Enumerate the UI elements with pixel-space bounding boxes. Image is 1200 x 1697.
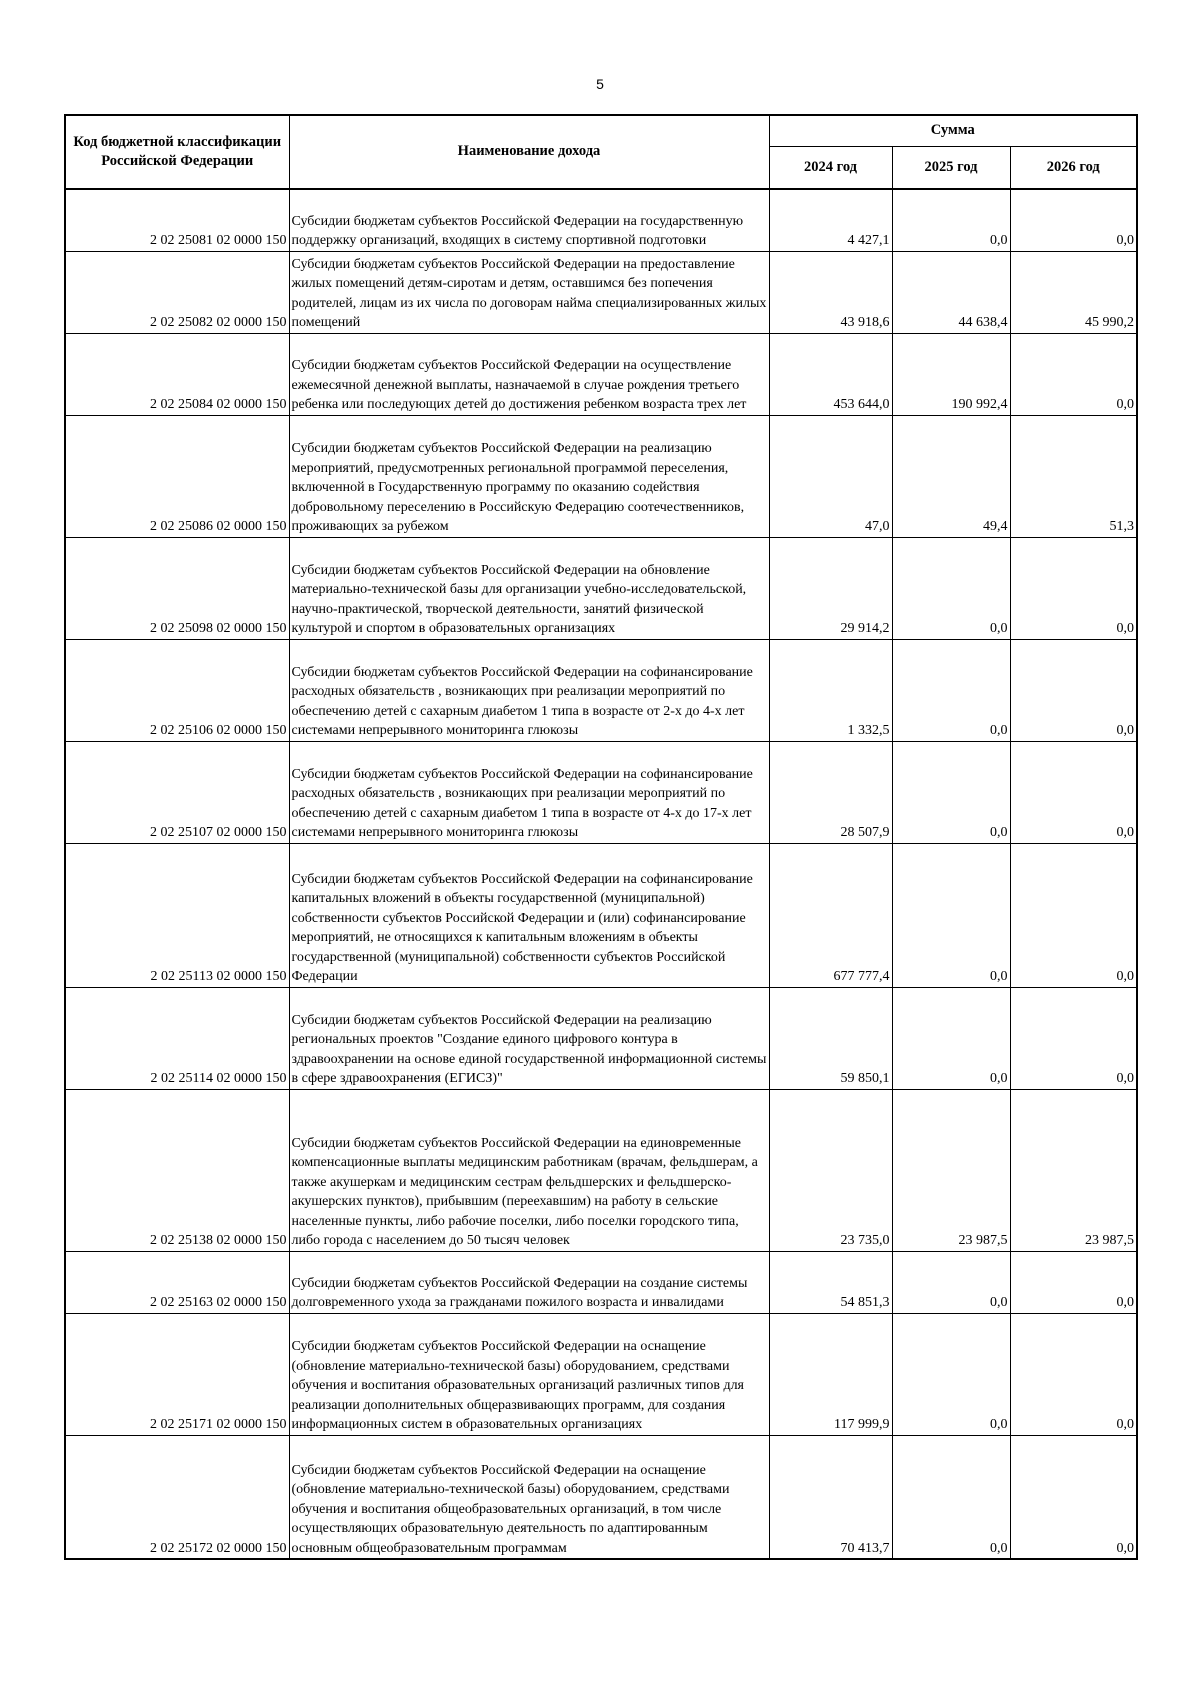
amount-2024-cell: 47,0: [769, 415, 892, 537]
amount-2024-cell: 23 735,0: [769, 1089, 892, 1251]
table-row: [65, 189, 1137, 251]
income-name-cell: Субсидии бюджетам субъектов Российской Федерации на софинансирование расходных обязательств , возникающих при реализации мероприятий по обеспечению детей с сахарным диабетом 1 типа в возрасте от 4-х до 17-х лет системами непрерывного мониторинга глюкозы: [289, 741, 769, 843]
table-header: [65, 115, 1137, 189]
table-row: [65, 415, 1137, 537]
amount-2025-cell: 0,0: [892, 987, 1010, 1089]
amount-2024-cell: 54 851,3: [769, 1251, 892, 1313]
revenue-table: [64, 114, 1138, 1560]
amount-2025-cell: 0,0: [892, 639, 1010, 741]
amount-2025-cell: 0,0: [892, 537, 1010, 639]
budget-code-cell: 2 02 25107 02 0000 150: [65, 741, 289, 843]
amount-2025-cell: 0,0: [892, 1251, 1010, 1313]
amount-2024-cell: 28 507,9: [769, 741, 892, 843]
table-row: [65, 537, 1137, 639]
amount-2024-cell: 70 413,7: [769, 1435, 892, 1559]
budget-code-cell: 2 02 25113 02 0000 150: [65, 843, 289, 987]
amount-2026-cell: 45 990,2: [1010, 251, 1137, 333]
budget-code-cell: 2 02 25106 02 0000 150: [65, 639, 289, 741]
income-name-cell: Субсидии бюджетам субъектов Российской Федерации на реализацию региональных проектов "Создание единого цифрового контура в здравоохранении на основе единой государственной информационной системы в сфере здравоохранения (ЕГИСЗ)": [289, 987, 769, 1089]
amount-2025-cell: 0,0: [892, 741, 1010, 843]
budget-code-cell: 2 02 25098 02 0000 150: [65, 537, 289, 639]
header-name: Наименование дохода: [289, 115, 769, 189]
header-year-2025: 2025 год: [892, 147, 1010, 190]
table-row: [65, 843, 1137, 987]
table-row: [65, 333, 1137, 415]
amount-2025-cell: 0,0: [892, 1313, 1010, 1435]
amount-2025-cell: 44 638,4: [892, 251, 1010, 333]
income-name-cell: Субсидии бюджетам субъектов Российской Федерации на государственную поддержку организаций, входящих в систему спортивной подготовки: [289, 189, 769, 251]
amount-2026-cell: 0,0: [1010, 639, 1137, 741]
header-code: Код бюджетной классификации Российской Федерации: [65, 115, 289, 189]
amount-2024-cell: 1 332,5: [769, 639, 892, 741]
income-name-cell: Субсидии бюджетам субъектов Российской Федерации на софинансирование расходных обязательств , возникающих при реализации мероприятий по обеспечению детей с сахарным диабетом 1 типа в возрасте от 2-х до 4-х лет системами непрерывного мониторинга глюкозы: [289, 639, 769, 741]
income-name-cell: Субсидии бюджетам субъектов Российской Федерации на реализацию мероприятий, предусмотренных региональной программой переселения, включенной в Государственную программу по оказанию содействия добровольному переселению в Российскую Федерацию соотечественников, проживающих за рубежом: [289, 415, 769, 537]
budget-code-cell: 2 02 25081 02 0000 150: [65, 189, 289, 251]
amount-2026-cell: 0,0: [1010, 1435, 1137, 1559]
amount-2024-cell: 29 914,2: [769, 537, 892, 639]
amount-2025-cell: 0,0: [892, 189, 1010, 251]
table-row: [65, 1089, 1137, 1251]
table-row: [65, 251, 1137, 333]
amount-2026-cell: 0,0: [1010, 843, 1137, 987]
budget-code-cell: 2 02 25114 02 0000 150: [65, 987, 289, 1089]
budget-code-cell: 2 02 25163 02 0000 150: [65, 1251, 289, 1313]
page-number: 5: [596, 76, 604, 92]
table-row: [65, 1313, 1137, 1435]
budget-code-cell: 2 02 25086 02 0000 150: [65, 415, 289, 537]
header-year-2026: 2026 год: [1010, 147, 1137, 190]
amount-2024-cell: 43 918,6: [769, 251, 892, 333]
budget-code-cell: 2 02 25172 02 0000 150: [65, 1435, 289, 1559]
amount-2024-cell: 453 644,0: [769, 333, 892, 415]
amount-2026-cell: 0,0: [1010, 741, 1137, 843]
income-name-cell: Субсидии бюджетам субъектов Российской Федерации на создание системы долговременного ухода за гражданами пожилого возраста и инвалидами: [289, 1251, 769, 1313]
income-name-cell: Субсидии бюджетам субъектов Российской Федерации на оснащение (обновление материально-технической базы) оборудованием, средствами обучения и воспитания общеобразовательных организаций, в том числе осуществляющих образовательную деятельность по адаптированным основным общеобразовательным программам: [289, 1435, 769, 1559]
amount-2026-cell: 23 987,5: [1010, 1089, 1137, 1251]
header-year-2024: 2024 год: [769, 147, 892, 190]
table-row: [65, 1251, 1137, 1313]
income-name-cell: Субсидии бюджетам субъектов Российской Федерации на обновление материально-технической базы для организации учебно-исследовательской, научно-практической, творческой деятельности, занятий физической культурой и спортом в образовательных организациях: [289, 537, 769, 639]
amount-2026-cell: 0,0: [1010, 1251, 1137, 1313]
table-row: [65, 741, 1137, 843]
amount-2026-cell: 0,0: [1010, 987, 1137, 1089]
amount-2026-cell: 0,0: [1010, 333, 1137, 415]
table-row: [65, 1435, 1137, 1559]
amount-2024-cell: 117 999,9: [769, 1313, 892, 1435]
table-body: [65, 189, 1137, 1559]
budget-code-cell: 2 02 25138 02 0000 150: [65, 1089, 289, 1251]
income-name-cell: Субсидии бюджетам субъектов Российской Федерации на софинансирование капитальных вложений в объекты государственной (муниципальной) собственности субъектов Российской Федерации и (или) софинансирование мероприятий, не относящихся к капитальным вложениям в объекты государственной (муниципальной) собственности субъектов Российской Федерации: [289, 843, 769, 987]
budget-code-cell: 2 02 25082 02 0000 150: [65, 251, 289, 333]
amount-2025-cell: 190 992,4: [892, 333, 1010, 415]
amount-2026-cell: 0,0: [1010, 1313, 1137, 1435]
budget-code-cell: 2 02 25171 02 0000 150: [65, 1313, 289, 1435]
amount-2026-cell: 51,3: [1010, 415, 1137, 537]
amount-2025-cell: 0,0: [892, 843, 1010, 987]
amount-2026-cell: 0,0: [1010, 537, 1137, 639]
amount-2025-cell: 49,4: [892, 415, 1010, 537]
income-name-cell: Субсидии бюджетам субъектов Российской Федерации на единовременные компенсационные выплаты медицинским работникам (врачам, фельдшерам, а также акушеркам и медицинским сестрам фельдшерских и фельдшерско-акушерских пунктов), прибывшим (переехавшим) на работу в сельские населенные пункты, либо рабочие поселки, либо поселки городского типа, либо города с населением до 50 тысяч человек: [289, 1089, 769, 1251]
table-row: [65, 639, 1137, 741]
table-row: [65, 987, 1137, 1089]
header-sum: Сумма: [769, 115, 1137, 147]
amount-2026-cell: 0,0: [1010, 189, 1137, 251]
income-name-cell: Субсидии бюджетам субъектов Российской Федерации на оснащение (обновление материально-технической базы) оборудованием, средствами обучения и воспитания образовательных организаций различных типов для реализации дополнительных общеразвивающих программ, для создания информационных систем в образовательных организациях: [289, 1313, 769, 1435]
budget-code-cell: 2 02 25084 02 0000 150: [65, 333, 289, 415]
amount-2025-cell: 0,0: [892, 1435, 1010, 1559]
income-name-cell: Субсидии бюджетам субъектов Российской Федерации на осуществление ежемесячной денежной выплаты, назначаемой в случае рождения третьего ребенка или последующих детей до достижения ребенком возраста трех лет: [289, 333, 769, 415]
income-name-cell: Субсидии бюджетам субъектов Российской Федерации на предоставление жилых помещений детям-сиротам и детям, оставшимся без попечения родителей, лицам из их числа по договорам найма специализированных жилых помещений: [289, 251, 769, 333]
amount-2024-cell: 677 777,4: [769, 843, 892, 987]
amount-2025-cell: 23 987,5: [892, 1089, 1010, 1251]
amount-2024-cell: 59 850,1: [769, 987, 892, 1089]
amount-2024-cell: 4 427,1: [769, 189, 892, 251]
